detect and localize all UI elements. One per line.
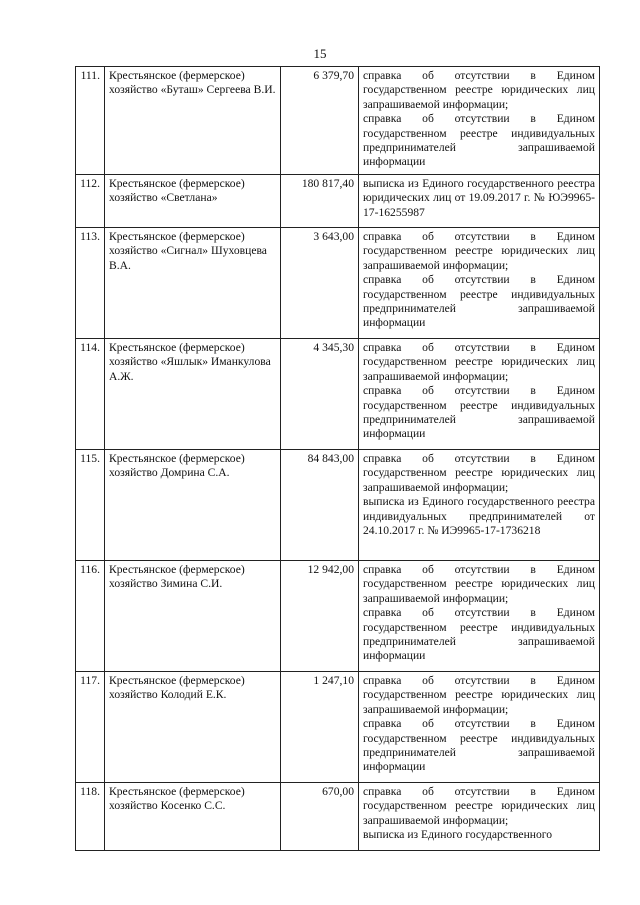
amount-value: 3 643,00 [281,228,359,339]
page-number: 15 [313,46,327,61]
document-text: справка об отсутствии в Едином государственном реестре юридических лиц запрашиваемой информации; справка об отсутствии в Едином государственном реестре индивидуальных предпринимателей запрашиваемой информации [363,341,595,441]
document-description [359,672,600,783]
row-number: 112. [76,175,105,228]
amount-value: 84 843,00 [281,450,359,561]
document-description [359,67,600,175]
farm-name: Крестьянское (фермерское) хозяйство Колодий Е.К. [105,672,281,783]
farm-name: Крестьянское (фермерское) хозяйство «Буташ» Сергеева В.И. [105,67,281,175]
amount-value: 6 379,70 [281,67,359,175]
document-text: справка об отсутствии в Едином государственном реестре юридических лиц запрашиваемой информации; справка об отсутствии в Едином государственном реестре индивидуальных предпринимателей запрашиваемой информации [363,563,595,663]
document-text: справка об отсутствии в Едином государственном реестре юридических лиц запрашиваемой информации; выписка из Единого государственного реестра индивидуальных предпринимателей от 24.10.2017 г. № ИЭ9965-17-1736218 [363,452,595,538]
table-row [76,228,600,339]
document-description [359,561,600,672]
farm-name: Крестьянское (фермерское) хозяйство «Сигнал» Шуховцева В.А. [105,228,281,339]
document-description [359,783,600,851]
row-number: 111. [76,67,105,175]
amount-value: 4 345,30 [281,339,359,450]
farm-name: Крестьянское (фермерское) хозяйство Домрина С.А. [105,450,281,561]
registry-table [75,66,600,851]
document-text: выписка из Единого государственного реестра юридических лиц от 19.09.2017 г. № ЮЭ9965-17-16255987 [363,177,595,219]
row-number: 118. [76,783,105,851]
document-text: справка об отсутствии в Едином государственном реестре юридических лиц запрашиваемой информации; справка об отсутствии в Едином государственном реестре индивидуальных предпринимателей запрашиваемой информации [363,674,595,774]
row-number: 113. [76,228,105,339]
row-number: 116. [76,561,105,672]
amount-value: 180 817,40 [281,175,359,228]
row-number: 115. [76,450,105,561]
table-row [76,175,600,228]
document-description [359,450,600,561]
farm-name: Крестьянское (фермерское) хозяйство «Светлана» [105,175,281,228]
table-row [76,450,600,561]
table-row [76,783,600,851]
document-description [359,228,600,339]
farm-name: Крестьянское (фермерское) хозяйство Зимина С.И. [105,561,281,672]
document-text: справка об отсутствии в Едином государственном реестре юридических лиц запрашиваемой информации; справка об отсутствии в Едином государственном реестре индивидуальных предпринимателей запрашиваемой информации [363,230,595,330]
document-text: справка об отсутствии в Едином государственном реестре юридических лиц запрашиваемой информации; справка об отсутствии в Едином государственном реестре индивидуальных предпринимателей запрашиваемой информации [363,69,595,169]
table-row [76,339,600,450]
row-number: 117. [76,672,105,783]
amount-value: 12 942,00 [281,561,359,672]
amount-value: 670,00 [281,783,359,851]
row-number: 114. [76,339,105,450]
table-row [76,561,600,672]
document-text: справка об отсутствии в Едином государственном реестре юридических лиц запрашиваемой информации; выписка из Единого государственного [363,785,595,842]
document-description [359,175,600,228]
farm-name: Крестьянское (фермерское) хозяйство Косенко С.С. [105,783,281,851]
document-description [359,339,600,450]
table-row [76,67,600,175]
table-row [76,672,600,783]
amount-value: 1 247,10 [281,672,359,783]
farm-name: Крестьянское (фермерское) хозяйство «Яшлык» Иманкулова А.Ж. [105,339,281,450]
